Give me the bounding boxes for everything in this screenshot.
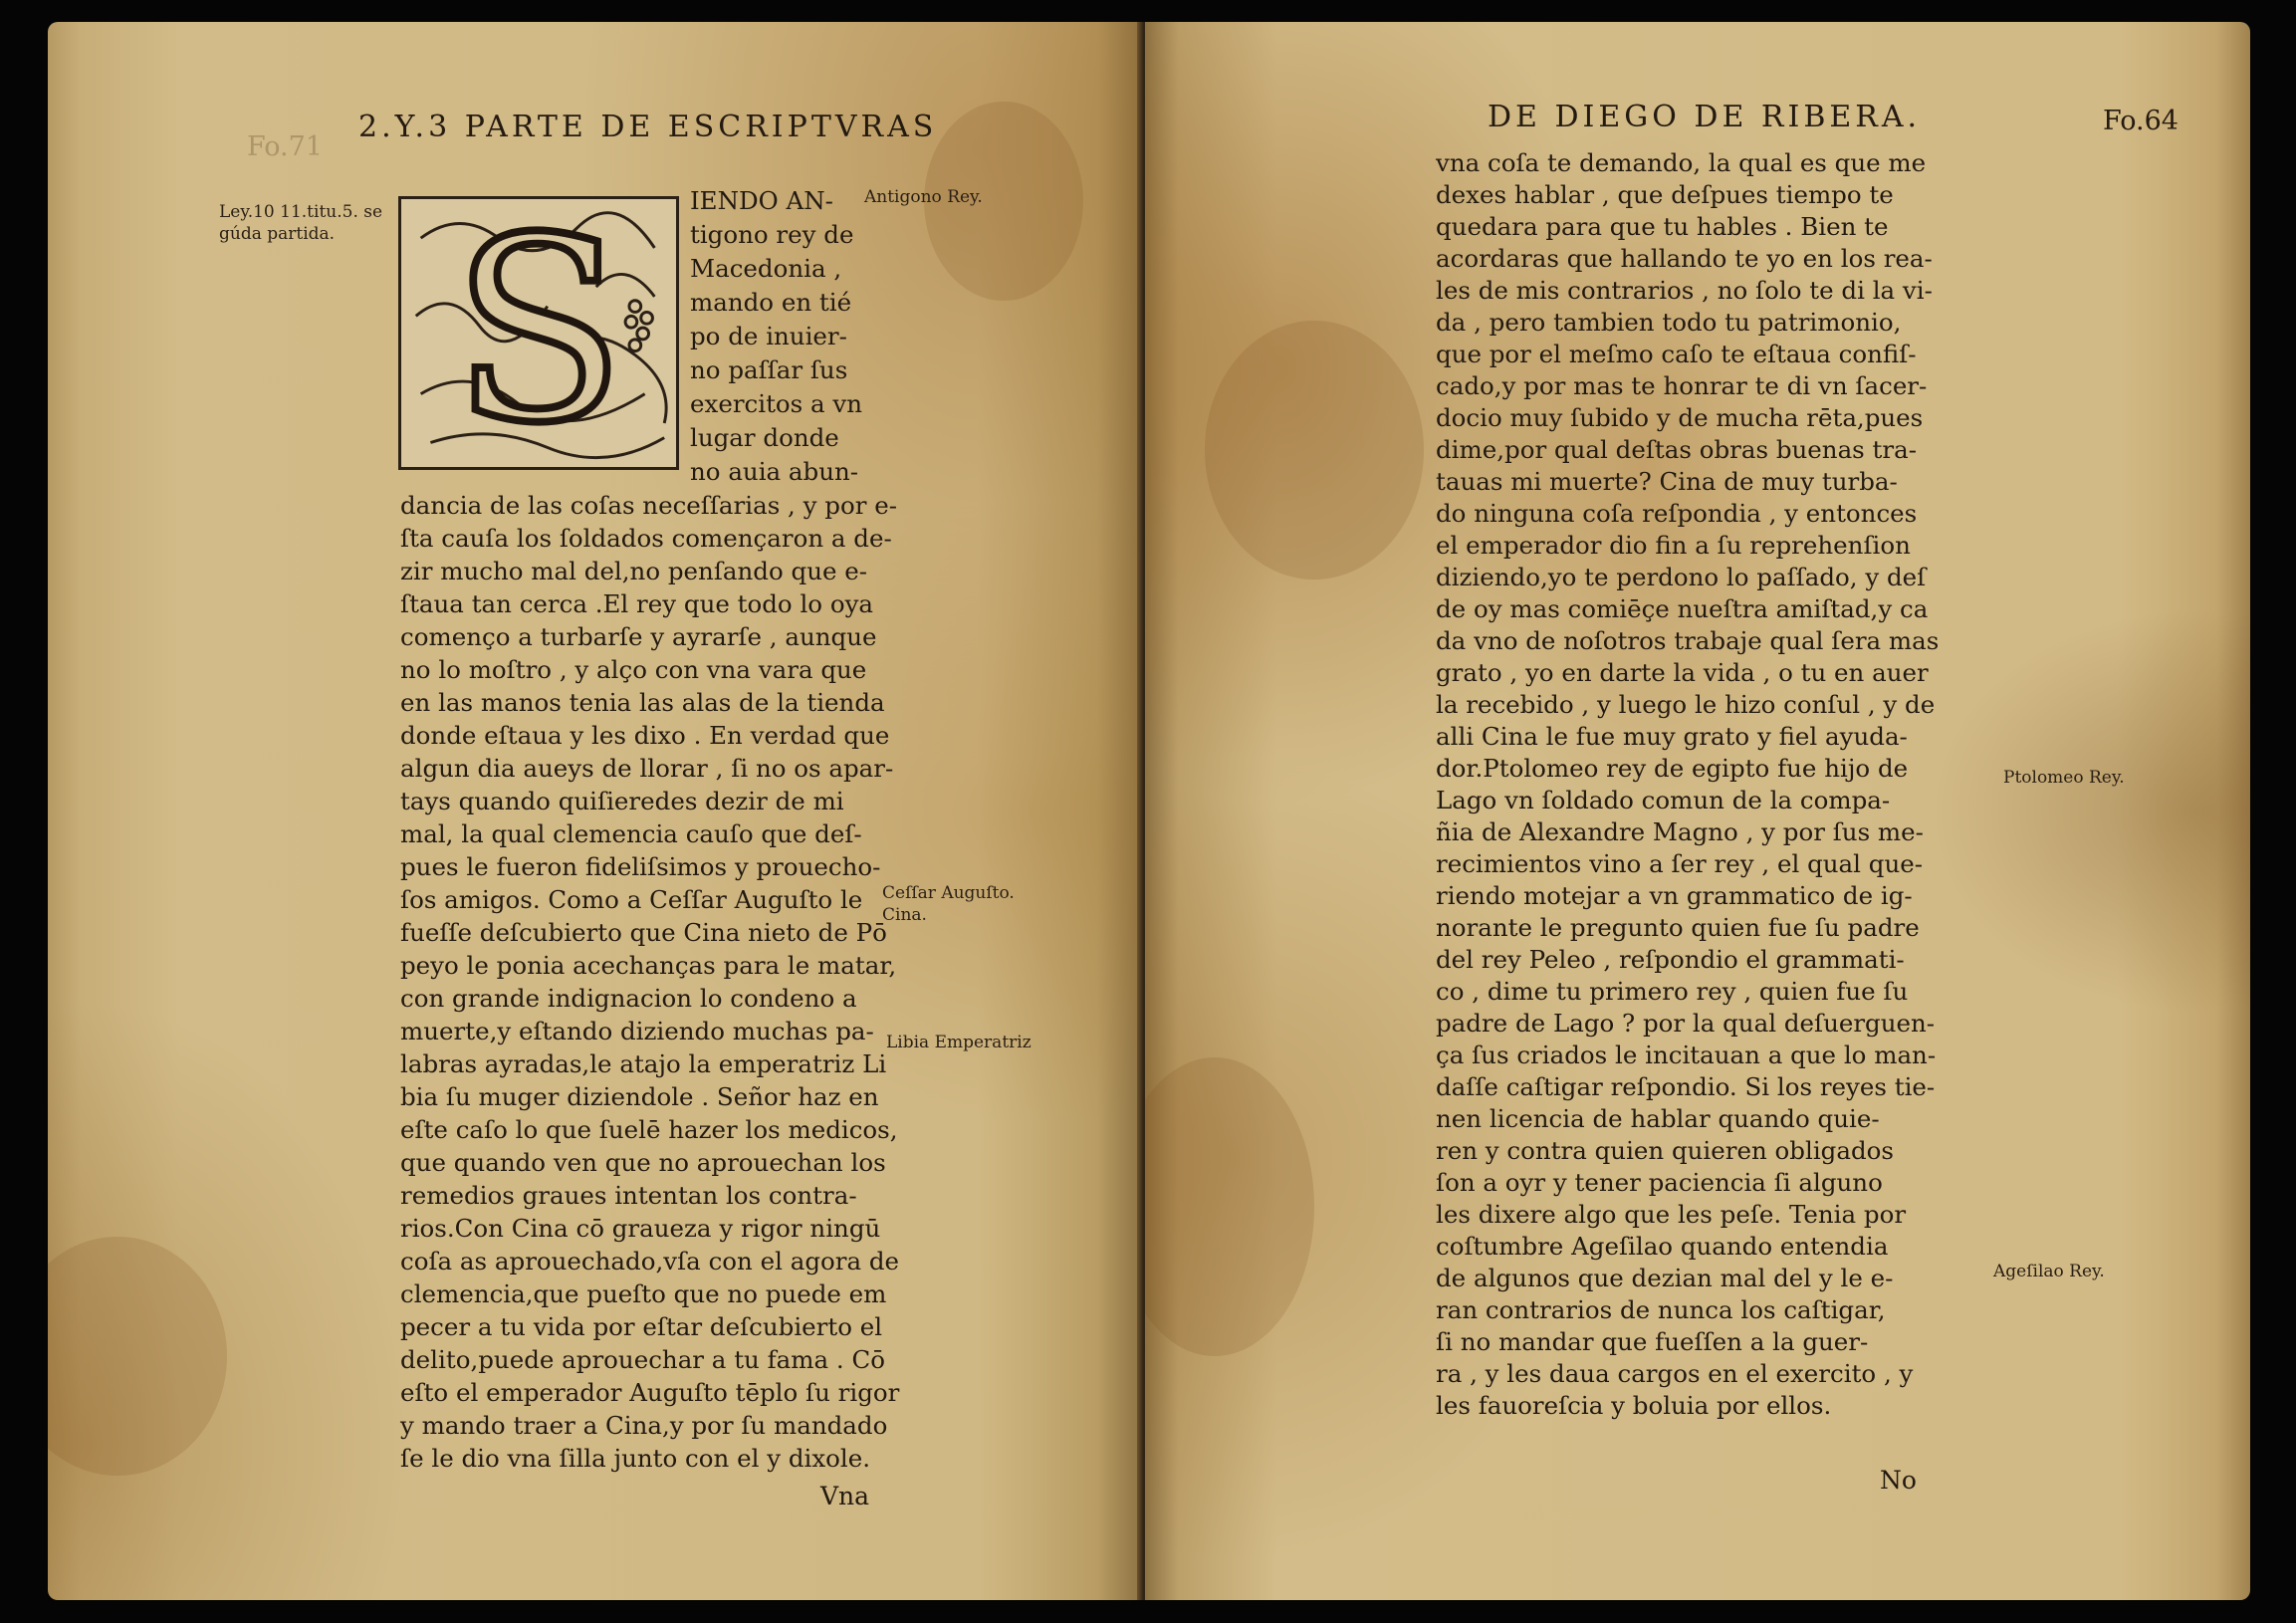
text-line: bia ſu muger diziendole . Señor haz en <box>400 1082 879 1111</box>
water-stain <box>1145 1057 1314 1356</box>
text-line: que quando ven que no aprouechan los <box>400 1148 886 1177</box>
text-line: y mando traer a Cina,y por ſu mandado <box>400 1411 888 1440</box>
text-line: les dixere algo que les peſe. Tenia por <box>1436 1200 1907 1229</box>
text-line: fueſſe deſcubierto que Cina nieto de Pō <box>400 918 887 947</box>
text-line: no paſſar ſus <box>690 355 848 384</box>
text-line: ſtaua tan cerca .El rey que todo lo oya <box>400 589 874 618</box>
text-line: delito,puede aprouechar a tu fama . Cō <box>400 1345 885 1374</box>
text-line: la recebido , y luego le hizo conſul , y de <box>1436 690 1936 719</box>
right-page <box>1145 22 2250 1600</box>
text-line: ſos amigos. Como a Ceſſar Auguſto le <box>400 885 863 914</box>
text-line: dexes hablar , que deſpues tiempo te <box>1436 180 1894 209</box>
text-line: algun dia aueys de llorar , ſi no os apar- <box>400 754 894 783</box>
folio-number: Fo.64 <box>2103 106 2179 136</box>
text-line: les de mis contrarios , no ſolo te di la vi- <box>1436 276 1933 305</box>
text-line: IENDO AN- <box>690 186 833 215</box>
text-line: ſta cauſa los ſoldados començaron a de- <box>400 524 892 553</box>
text-line: de oy mas comiēçe nueſtra amiſtad,y ca <box>1436 594 1929 623</box>
text-line: tigono rey de <box>690 220 854 249</box>
text-line: eſto el emperador Auguſto tēplo ſu rigor <box>400 1378 900 1407</box>
text-line: en las manos tenia las alas de la tienda <box>400 688 885 717</box>
text-line: mal, la qual clemencia cauſo que deſ- <box>400 819 862 848</box>
text-line: remedios graues intentan los contra- <box>400 1181 857 1210</box>
text-line: ra , y les daua cargos en el exercito , y <box>1436 1359 1914 1388</box>
running-header: 2.Y.3 PARTE DE ESCRIPTVRAS <box>358 110 938 144</box>
text-line: alli Cina le fue muy grato y fiel ayuda- <box>1436 722 1908 751</box>
marginal-note-libia: Libia Emperatriz <box>886 1033 1032 1052</box>
text-line: dor.Ptolomeo rey de egipto fue hijo de <box>1436 754 1909 783</box>
faded-folio: Fo.71 <box>247 131 323 162</box>
text-line: diziendo,yo te perdono lo paſſado, y deſ <box>1436 563 1927 591</box>
text-line: dancia de las coſas neceſſarias , y por e- <box>400 491 897 520</box>
text-line: riendo motejar a vn grammatico de ig- <box>1436 881 1913 910</box>
text-line: ſon a oyr y tener paciencia ſi alguno <box>1436 1168 1883 1197</box>
marginal-citation: Ley.10 11.titu.5. se gúda partida. <box>219 202 383 244</box>
text-line: començo a turbarſe y ayrarſe , aunque <box>400 622 877 651</box>
marginal-note-agesilao: Ageſilao Rey. <box>1993 1262 2105 1281</box>
text-line: norante le pregunto quien fue ſu padre <box>1436 913 1920 942</box>
marginal-note-ptolomeo: Ptolomeo Rey. <box>2003 768 2125 788</box>
text-line: dime,por qual deſtas obras buenas tra- <box>1436 435 1917 464</box>
left-page <box>48 22 1141 1600</box>
text-line: donde eſtaua y les dixo . En verdad que <box>400 721 890 750</box>
initial-letter: S <box>451 199 626 467</box>
text-line: ren y contra quien quieren obligados <box>1436 1136 1894 1165</box>
text-line: no lo moſtro , y alço con vna vara que <box>400 655 867 684</box>
text-line: do ninguna coſa reſpondia , y entonces <box>1436 499 1918 528</box>
text-line: da , pero tambien todo tu patrimonio, <box>1436 308 1902 337</box>
text-line: cado,y por mas te honrar te di vn ſacer- <box>1436 371 1928 400</box>
text-line: del rey Peleo , reſpondio el grammati- <box>1436 945 1905 974</box>
text-line: muerte,y eſtando diziendo muchas pa- <box>400 1017 874 1045</box>
text-line: el emperador dio fin a ſu reprehenſion <box>1436 531 1911 560</box>
text-line: po de inuier- <box>690 322 847 350</box>
text-line: zir mucho mal del,no penſando que e- <box>400 557 868 585</box>
decorated-initial-s <box>398 196 679 470</box>
text-line: co , dime tu primero rey , quien fue ſu <box>1436 977 1909 1006</box>
marginal-note-antigono: Antigono Rey. <box>864 187 983 207</box>
text-line: coſa as aprouechado,vſa con el agora de <box>400 1247 900 1275</box>
text-line: lugar donde <box>690 423 839 452</box>
text-line: coſtumbre Ageſilao quando entendia <box>1436 1232 1889 1261</box>
text-line: acordaras que hallando te yo en los rea- <box>1436 244 1933 273</box>
text-line: tays quando quiſieredes dezir de mi <box>400 787 844 815</box>
text-line: clemencia,que pueſto que no puede em <box>400 1279 887 1308</box>
text-line: vna coſa te demando, la qual es que me <box>1436 148 1927 177</box>
text-line: no auia abun- <box>690 457 859 486</box>
water-stain <box>48 1237 227 1476</box>
text-line: daſſe caſtigar reſpondio. Si los reyes tie- <box>1436 1072 1936 1101</box>
text-line: tauas mi muerte? Cina de muy turba- <box>1436 467 1898 496</box>
text-line: da vno de noſotros trabaje qual ſera mas <box>1436 626 1940 655</box>
text-line: grato , yo en darte la vida , o tu en auer <box>1436 658 1929 687</box>
text-line: de algunos que dezian mal del y le e- <box>1436 1264 1894 1292</box>
text-line: Lago vn ſoldado comun de la compa- <box>1436 786 1891 814</box>
text-line: labras ayradas,le atajo la emperatriz Li <box>400 1049 887 1078</box>
water-stain <box>1205 321 1424 580</box>
text-line: peyo le ponia acechanças para le matar, <box>400 951 897 980</box>
text-line: les fauoreſcia y boluia por ellos. <box>1436 1391 1832 1420</box>
open-book <box>48 22 2250 1600</box>
text-line: docio muy ſubido y de mucha rēta,pues <box>1436 403 1924 432</box>
text-line: recimientos vino a ſer rey , el qual que- <box>1436 849 1923 878</box>
text-line: ſe le dio vna ſilla junto con el y dixole. <box>400 1444 871 1473</box>
catchword: Vna <box>820 1482 870 1510</box>
text-line: ça ſus criados le incitauan a que lo man- <box>1436 1041 1937 1069</box>
initial-letter-woodcut <box>401 199 676 467</box>
catchword: No <box>1880 1466 1917 1495</box>
text-line: pues le fueron fideliſsimos y prouecho- <box>400 852 881 881</box>
text-line: quedara para que tu hables . Bien te <box>1436 212 1889 241</box>
text-line: eſte caſo lo que ſuelē hazer los medicos, <box>400 1115 898 1144</box>
text-line: exercitos a vn <box>690 389 863 418</box>
text-line: con grande indignacion lo condeno a <box>400 984 857 1013</box>
marginal-note-cessar: Ceſſar Auguſto. Cina. <box>882 883 1015 925</box>
text-line: ñia de Alexandre Magno , y por ſus me- <box>1436 817 1924 846</box>
text-line: ſi no mandar que fueſſen a la guer- <box>1436 1327 1869 1356</box>
text-line: padre de Lago ? por la qual deſuerguen- <box>1436 1009 1936 1038</box>
text-line: mando en tié <box>690 288 852 317</box>
text-line: Macedonia , <box>690 254 842 283</box>
running-header: DE DIEGO DE RIBERA. <box>1488 100 1922 134</box>
text-line: nen licencia de hablar quando quie- <box>1436 1104 1880 1133</box>
text-line: que por el meſmo caſo te eſtaua confiſ- <box>1436 340 1917 368</box>
text-line: rios.Con Cina cō graueza y rigor ningū <box>400 1214 881 1243</box>
text-line: ran contrarios de nunca los caſtigar, <box>1436 1295 1886 1324</box>
text-line: pecer a tu vida por eſtar deſcubierto el <box>400 1312 883 1341</box>
